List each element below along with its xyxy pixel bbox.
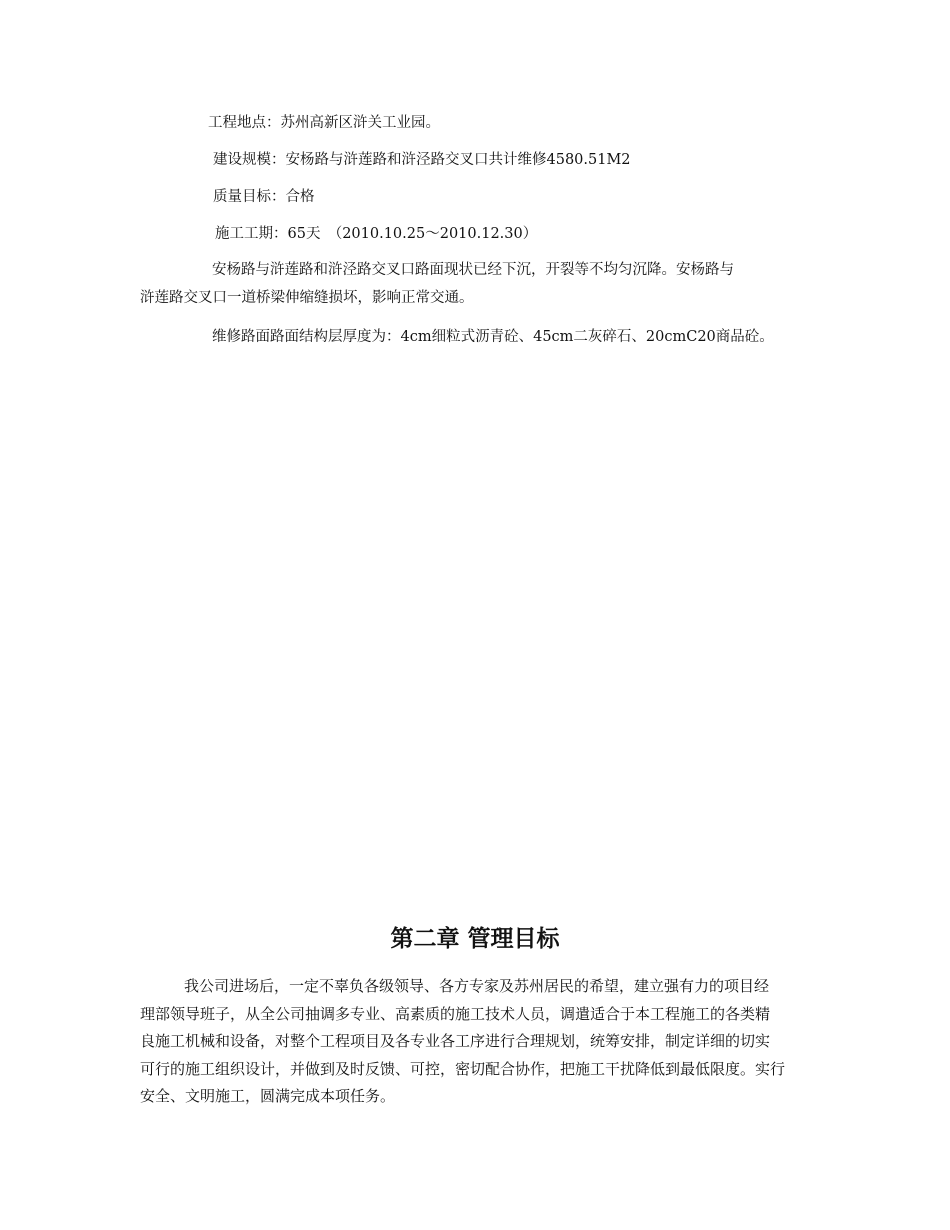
body-line-1: 我公司进场后，一定不辜负各级领导、各方专家及苏州居民的希望，建立强有力的项目经 [184,977,770,995]
chapter-title: 第二章 管理目标 [390,926,560,952]
construction-period: 施工工期：65天 （2010.10.25～2010.12.30） [215,226,538,242]
body-line-2: 理部领导班子，从全公司抽调多专业、高素质的施工技术人员，调遣适合于本工程施工的各类精 [140,1004,771,1023]
body-line-5: 安全、文明施工，圆满完成本项任务。 [140,1087,396,1106]
pavement-structure: 维修路面路面结构层厚度为：4cm细粒式沥青砼、45cm二灰碎石、20cmC20商品砼。 [212,329,774,345]
road-status-line-2: 浒莲路交叉口一道桥梁伸缩缝损坏，影响正常交通。 [140,290,474,306]
body-line-4: 可行的施工组织设计，并做到及时反馈、可控，密切配合协作，把施工干扰降低到最低限度。实行 [140,1059,786,1078]
construction-scale: 建设规模：安杨路与浒莲路和浒泾路交叉口共计维修4580.51M2 [213,152,631,168]
quality-target: 质量目标：合格 [213,189,315,205]
body-line-3: 良施工机械和设备，对整个工程项目及各专业各工序进行合理规划，统筹安排，制定详细的切实 [140,1032,771,1051]
road-status-line-1: 安杨路与浒莲路和浒泾路交叉口路面现状已经下沉，开裂等不均匀沉降。安杨路与 [212,262,734,278]
project-location: 工程地点：苏州高新区浒关工业园。 [208,115,440,131]
